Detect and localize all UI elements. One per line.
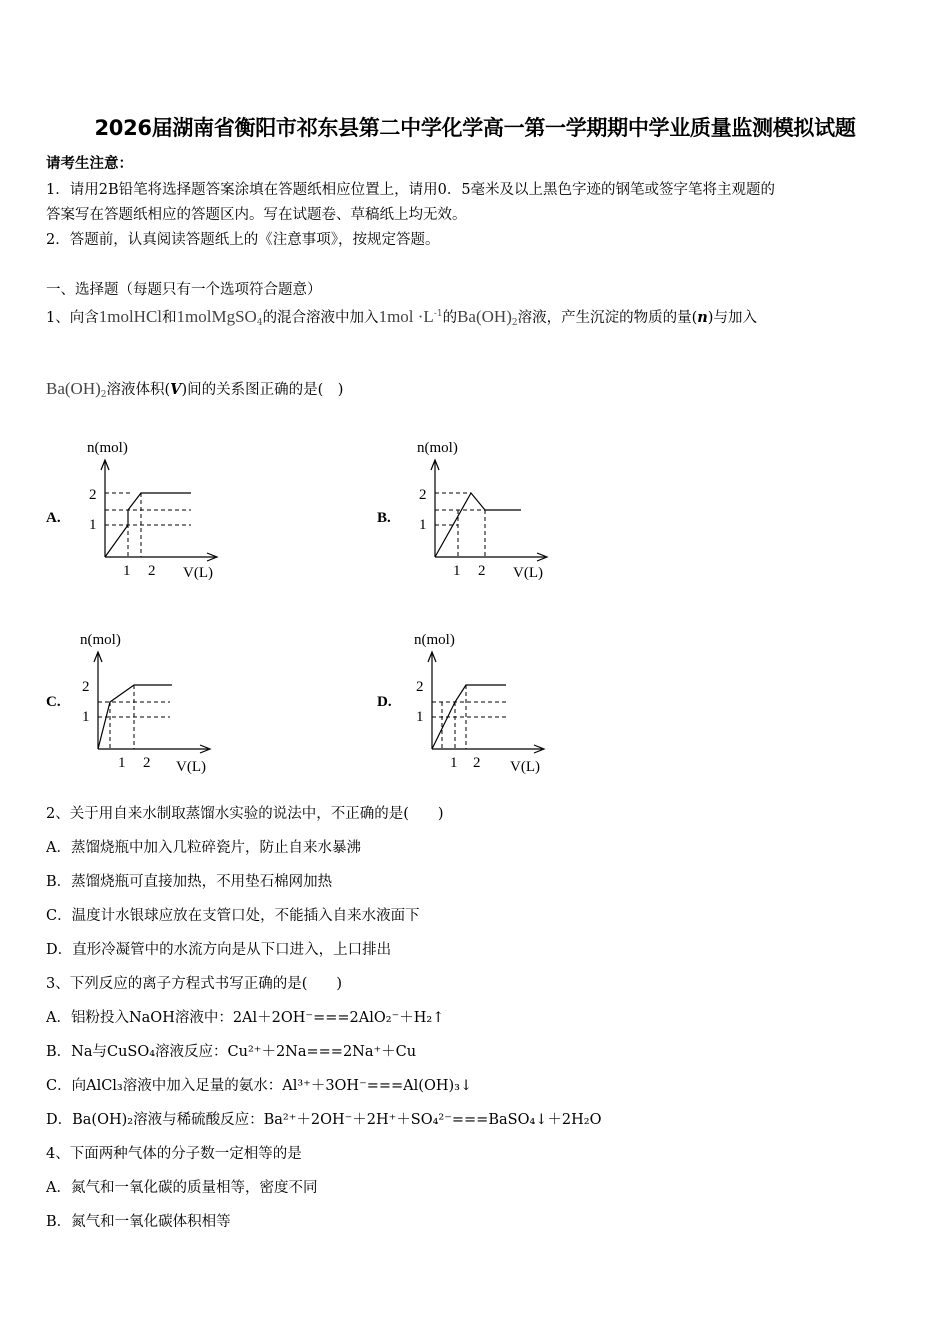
q1-prefix: 1、向含 bbox=[46, 310, 99, 326]
q2-option-a: A．蒸馏烧瓶中加入几粒碎瓷片，防止自来水暴沸 bbox=[46, 840, 361, 856]
notice-item-2: 2．答题前，认真阅读答题纸上的《注意事项》，按规定答题。 bbox=[46, 232, 440, 248]
q1-n: n bbox=[697, 309, 708, 326]
chart-c-xtick-2: 2 bbox=[143, 755, 151, 771]
q1-v: V bbox=[170, 381, 182, 398]
q1-formula-mgso4: 1molMgSO bbox=[176, 307, 257, 326]
option-a-label: A. bbox=[46, 510, 61, 526]
q1-formula-conc: 1mol ·L bbox=[378, 307, 434, 326]
q2-option-b: B．蒸馏烧瓶可直接加热，不用垫石棉网加热 bbox=[46, 874, 333, 890]
q4-stem: 4、下面两种气体的分子数一定相等的是 bbox=[46, 1146, 302, 1162]
q1-formula-baoh2: Ba(OH) bbox=[457, 307, 512, 326]
chart-b-ytick-1: 1 bbox=[419, 517, 427, 533]
chart-b-ytick-2: 2 bbox=[419, 487, 427, 503]
chart-d bbox=[402, 624, 562, 779]
chart-c-ytick-1: 1 bbox=[82, 709, 90, 725]
q3-option-a: A．铝粉投入NaOH溶液中：2Al＋2OH⁻===2AlO₂⁻＋H₂↑ bbox=[46, 1010, 445, 1026]
chart-c-ylabel: n(mol) bbox=[80, 632, 121, 648]
q1-of: 的 bbox=[442, 310, 458, 326]
chart-d-xlabel: V(L) bbox=[510, 759, 540, 775]
chart-d-ylabel: n(mol) bbox=[414, 632, 455, 648]
q2-option-c: C．温度计水银球应放在支管口处，不能插入自来水液面下 bbox=[46, 908, 420, 924]
q1-line2b: )间的关系图正确的是( ) bbox=[181, 382, 344, 398]
chart-b-xtick-1: 1 bbox=[453, 563, 461, 579]
notice-item-1a: 1．请用2B铅笔将选择题答案涂填在答题纸相应位置上，请用0．5毫米及以上黑色字迹的钢笔或签字笔将主观题的 bbox=[46, 182, 776, 198]
q3-option-c: C．向AlCl₃溶液中加入足量的氨水：Al³⁺＋3OH⁻===Al(OH)₃↓ bbox=[46, 1078, 473, 1094]
q1-formula-hcl: 1molHCl bbox=[98, 307, 163, 326]
chart-d-ytick-2: 2 bbox=[416, 679, 424, 695]
chart-a-xlabel: V(L) bbox=[183, 565, 213, 581]
chart-a-ytick-1: 1 bbox=[89, 517, 97, 533]
chart-c bbox=[68, 624, 228, 779]
q1-formula-baoh2-sub: 2 bbox=[511, 318, 518, 328]
q2-option-d: D．直形冷凝管中的水流方向是从下口进入，上口排出 bbox=[46, 942, 392, 958]
q1-stem-line2 bbox=[46, 378, 343, 400]
chart-b-xlabel: V(L) bbox=[513, 565, 543, 581]
chart-b bbox=[405, 432, 565, 587]
q1-formula-mgso4-sub: 4 bbox=[256, 318, 263, 328]
q1-mid: 的混合溶液中加入 bbox=[262, 310, 379, 326]
chart-d-xtick-2: 2 bbox=[473, 755, 481, 771]
q1-formula-conc-sup: -1 bbox=[433, 309, 443, 319]
q1-formula-baoh2-2-sub: 2 bbox=[100, 390, 107, 400]
q1-tail: 溶液，产生沉淀的物质的量( bbox=[517, 310, 698, 326]
chart-b-ylabel: n(mol) bbox=[417, 440, 458, 456]
option-c-label: C. bbox=[46, 694, 61, 710]
notice-item-1b: 答案写在答题纸相应的答题区内。写在试题卷、草稿纸上均无效。 bbox=[46, 207, 467, 223]
chart-a-ytick-2: 2 bbox=[89, 487, 97, 503]
exam-title: 2026届湖南省衡阳市祁东县第二中学化学高一第一学期期中学业质量监测模拟试题 bbox=[94, 116, 856, 140]
q1-line2: 溶液体积( bbox=[106, 382, 171, 398]
chart-a bbox=[75, 432, 235, 587]
chart-a-xtick-2: 2 bbox=[148, 563, 156, 579]
q1-tail2: )与加入 bbox=[707, 310, 757, 326]
chart-d-xtick-1: 1 bbox=[450, 755, 458, 771]
notice-heading: 请考生注意： bbox=[46, 155, 133, 172]
q1-and: 和 bbox=[162, 310, 177, 326]
q3-option-b: B．Na与CuSO₄溶液反应：Cu²⁺＋2Na===2Na⁺＋Cu bbox=[46, 1044, 417, 1060]
q2-stem: 2、关于用自来水制取蒸馏水实验的说法中，不正确的是( ) bbox=[46, 806, 444, 822]
chart-d-ytick-1: 1 bbox=[416, 709, 424, 725]
q1-formula-baoh2-2: Ba(OH) bbox=[46, 379, 101, 398]
q3-stem: 3、下列反应的离子方程式书写正确的是( ) bbox=[46, 976, 343, 992]
option-d-label: D. bbox=[377, 694, 392, 710]
chart-c-xtick-1: 1 bbox=[118, 755, 126, 771]
chart-a-xtick-1: 1 bbox=[123, 563, 131, 579]
q1-stem-line1 bbox=[46, 306, 757, 328]
q4-option-b: B．氮气和一氧化碳体积相等 bbox=[46, 1214, 231, 1230]
chart-c-ytick-2: 2 bbox=[82, 679, 90, 695]
chart-a-ylabel: n(mol) bbox=[87, 440, 128, 456]
chart-b-plot-line bbox=[435, 493, 521, 557]
q4-option-a: A．氮气和一氧化碳的质量相等，密度不同 bbox=[46, 1180, 318, 1196]
chart-b-xtick-2: 2 bbox=[478, 563, 486, 579]
q3-option-d: D．Ba(OH)₂溶液与稀硫酸反应：Ba²⁺＋2OH⁻＋2H⁺＋SO₄²⁻===BaSO₄↓＋2H₂O bbox=[46, 1112, 602, 1128]
section-heading: 一、选择题（每题只有一个选项符合题意） bbox=[46, 282, 322, 298]
chart-c-xlabel: V(L) bbox=[176, 759, 206, 775]
option-b-label: B. bbox=[377, 510, 391, 526]
